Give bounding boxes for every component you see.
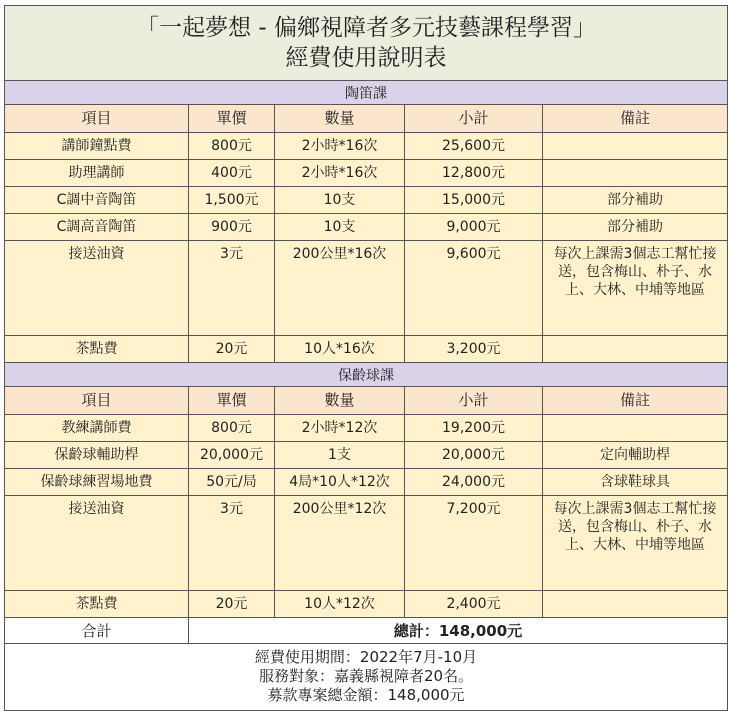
cell-unit-price: 400元 (189, 160, 275, 187)
cell-note: 含球鞋球具 (543, 469, 728, 496)
column-header-subtotal: 小計 (405, 105, 543, 133)
column-header-unit-price: 單價 (189, 105, 275, 133)
cell-subtotal: 19,200元 (405, 415, 543, 442)
column-header-subtotal: 小計 (405, 387, 543, 415)
cell-unit-price: 800元 (189, 133, 275, 160)
cell-subtotal: 12,800元 (405, 160, 543, 187)
footer-row (5, 644, 728, 711)
budget-table (4, 5, 728, 711)
cell-quantity: 10支 (275, 214, 405, 241)
table-row (5, 415, 728, 442)
cell-unit-price: 3元 (189, 241, 275, 336)
cell-quantity: 2小時*16次 (275, 160, 405, 187)
cell-unit-price: 3元 (189, 496, 275, 591)
title-line-1: 「一起夢想 - 偏鄉視障者多元技藝課程學習」 (136, 15, 596, 41)
cell-item: C調中音陶笛 (5, 187, 189, 214)
cell-item: 茶點費 (5, 591, 189, 618)
table-row (5, 214, 728, 241)
cell-quantity: 10人*12次 (275, 591, 405, 618)
cell-quantity: 4局*10人*12次 (275, 469, 405, 496)
cell-item: 助理講師 (5, 160, 189, 187)
cell-quantity: 10人*16次 (275, 336, 405, 363)
cell-note: 每次上課需3個志工幫忙接送，包含梅山、朴子、水上、大林、中埔等地區 (543, 241, 728, 336)
budget-table-container (4, 5, 727, 711)
cell-quantity: 1支 (275, 442, 405, 469)
cell-unit-price: 50元/局 (189, 469, 275, 496)
cell-subtotal: 20,000元 (405, 442, 543, 469)
cell-subtotal: 15,000元 (405, 187, 543, 214)
table-row (5, 591, 728, 618)
cell-item: 保齡球輔助桿 (5, 442, 189, 469)
table-row (5, 442, 728, 469)
cell-unit-price: 20,000元 (189, 442, 275, 469)
cell-subtotal: 25,600元 (405, 133, 543, 160)
cell-note: 部分補助 (543, 214, 728, 241)
cell-item: 接送油資 (5, 241, 189, 336)
table-row (5, 133, 728, 160)
cell-subtotal: 3,200元 (405, 336, 543, 363)
cell-note: 部分補助 (543, 187, 728, 214)
table-row (5, 336, 728, 363)
column-header-row (5, 105, 728, 133)
cell-note (543, 591, 728, 618)
column-header-item: 項目 (5, 387, 189, 415)
column-header-quantity: 數量 (275, 105, 405, 133)
cell-unit-price: 900元 (189, 214, 275, 241)
cell-unit-price: 800元 (189, 415, 275, 442)
footer-notes (5, 644, 728, 711)
column-header-quantity: 數量 (275, 387, 405, 415)
table-row (5, 496, 728, 591)
cell-unit-price: 20元 (189, 336, 275, 363)
cell-quantity: 2小時*16次 (275, 133, 405, 160)
table-title (5, 6, 728, 81)
cell-note: 每次上課需3個志工幫忙接送，包含梅山、朴子、水上、大林、中埔等地區 (543, 496, 728, 591)
cell-item: 教練講師費 (5, 415, 189, 442)
cell-item: 講師鐘點費 (5, 133, 189, 160)
cell-subtotal: 24,000元 (405, 469, 543, 496)
cell-note (543, 133, 728, 160)
cell-unit-price: 1,500元 (189, 187, 275, 214)
table-row (5, 160, 728, 187)
cell-quantity: 200公里*16次 (275, 241, 405, 336)
cell-subtotal: 9,600元 (405, 241, 543, 336)
title-line-2: 經費使用說明表 (285, 45, 447, 71)
cell-unit-price: 20元 (189, 591, 275, 618)
column-header-row (5, 387, 728, 415)
cell-subtotal: 7,200元 (405, 496, 543, 591)
section-title: 陶笛課 (5, 81, 728, 105)
footer-line: 經費使用期間：2022年7月-10月 (254, 648, 478, 666)
cell-note (543, 336, 728, 363)
column-header-note: 備註 (543, 105, 728, 133)
cell-note (543, 160, 728, 187)
footer-line: 募款專案總金額：148,000元 (267, 686, 465, 704)
total-value: 總計：148,000元 (189, 618, 728, 644)
cell-quantity: 2小時*12次 (275, 415, 405, 442)
footer-line: 服務對象：嘉義縣視障者20名。 (258, 667, 474, 685)
cell-quantity: 10支 (275, 187, 405, 214)
cell-item: C調高音陶笛 (5, 214, 189, 241)
section-header-row (5, 81, 728, 105)
table-row (5, 469, 728, 496)
cell-subtotal: 2,400元 (405, 591, 543, 618)
cell-note: 定向輔助桿 (543, 442, 728, 469)
section-header-row (5, 363, 728, 387)
cell-subtotal: 9,000元 (405, 214, 543, 241)
column-header-unit-price: 單價 (189, 387, 275, 415)
table-row (5, 241, 728, 336)
title-row (5, 6, 728, 81)
cell-quantity: 200公里*12次 (275, 496, 405, 591)
total-row (5, 618, 728, 644)
cell-item: 保齡球練習場地費 (5, 469, 189, 496)
section-title: 保齡球課 (5, 363, 728, 387)
cell-item: 茶點費 (5, 336, 189, 363)
column-header-item: 項目 (5, 105, 189, 133)
cell-item: 接送油資 (5, 496, 189, 591)
table-row (5, 187, 728, 214)
column-header-note: 備註 (543, 387, 728, 415)
cell-note (543, 415, 728, 442)
total-label: 合計 (5, 618, 189, 644)
